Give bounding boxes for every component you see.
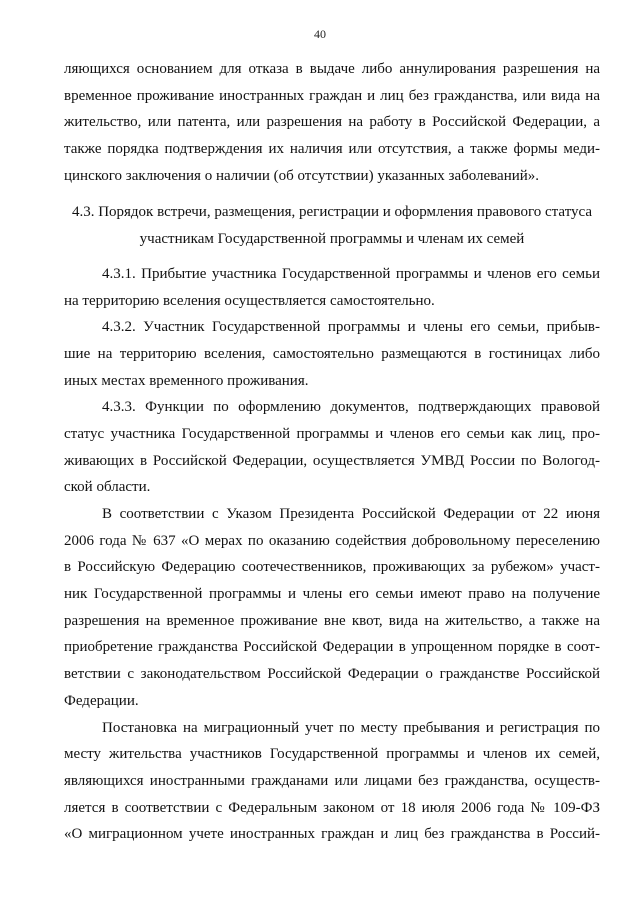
text-line: ляющихся основанием для отказа в выдаче либо аннулирования разрешения на: [64, 61, 600, 77]
text-line: 2006 года № 637 «О мерах по оказанию содействия добровольному переселению: [64, 532, 600, 549]
paragraph-continuation: [64, 56, 600, 189]
text-line: жительство, или патента, или разрешения на работу в Российской Федерации, а: [64, 114, 600, 131]
text-line: Федерации.: [64, 692, 139, 709]
paragraph-migration-registration: [64, 715, 600, 848]
text-line: ник Государственной программы и члены его семьи имеют право на получение: [64, 586, 600, 603]
text-line: 4.3.1. Прибытие участника Государственной программы и членов его семьи: [102, 265, 600, 282]
text-line: месту жительства участников Государственной программы и членов их семей,: [64, 746, 600, 763]
text-line: ветствии с законодательством Российской Федерации о гражданстве Российской: [64, 666, 600, 683]
page-number: 40: [314, 27, 326, 41]
text-line: 4.3.3. Функции по оформлению документов, подтверждающих правовой: [102, 399, 600, 416]
text-line: на территорию вселения осуществляется самостоятельно.: [64, 292, 435, 309]
text-line: «О миграционном учете иностранных граждан и лиц без гражданства в Россий-: [64, 826, 600, 843]
text-line: шие на территорию вселения, самостоятельно размещаются в гостиницах либо: [64, 345, 600, 362]
text-line: ляется в соответствии с Федеральным законом от 18 июля 2006 года № 109-ФЗ: [64, 799, 600, 816]
text-line: также порядка подтверждения их наличия или отсутствия, а также формы меди-: [64, 141, 600, 158]
text-line: статус участника Государственной программы и членов его семьи как лиц, про-: [64, 425, 600, 442]
text-line: являющихся иностранными гражданами или лицами без гражданства, осуществ-: [64, 772, 600, 789]
text-line: в Российскую Федерацию соотечественников, проживающих за рубежом» участ-: [64, 559, 600, 576]
document-body: [64, 56, 600, 848]
text-line: В соответствии с Указом Президента Российской Федерации от 22 июня: [102, 506, 600, 522]
section-heading: [64, 199, 600, 252]
paragraph-presidential-decree: [64, 501, 600, 715]
text-line: цинского заключения о наличии (об отсутствии) указанных заболеваний».: [64, 167, 540, 184]
paragraph-4-3-2: [64, 314, 600, 394]
paragraph-4-3-1: [64, 261, 600, 314]
text-line: разрешения на временное проживание вне квот, вида на жительство, а также на: [64, 612, 600, 629]
text-line: ской области.: [64, 479, 151, 496]
text-line: иных местах временного проживания.: [64, 372, 309, 389]
text-line: временное проживание иностранных граждан и лиц без гражданства, или вида на: [64, 87, 600, 104]
text-line: приобретение гражданства Российской Федерации в упрощенном порядке в соот-: [64, 639, 600, 656]
paragraph-4-3-3: [64, 394, 600, 501]
heading-line: участникам Государственной программы и членам их семей: [139, 231, 525, 248]
text-line: живающих в Российской Федерации, осуществляется УМВД России по Вологод-: [64, 452, 600, 469]
text-line: 4.3.2. Участник Государственной программы и члены его семьи, прибыв-: [102, 319, 600, 336]
heading-line: 4.3. Порядок встречи, размещения, регистрации и оформления правового статуса: [71, 204, 593, 221]
text-line: Постановка на миграционный учет по месту пребывания и регистрация по: [102, 719, 600, 736]
